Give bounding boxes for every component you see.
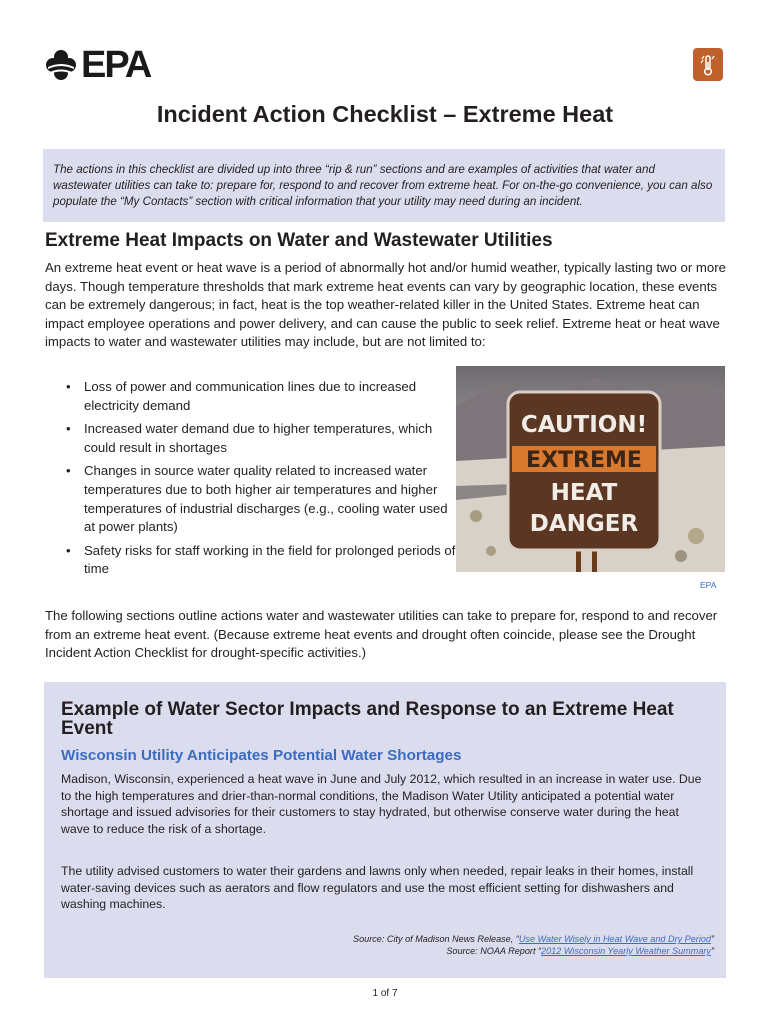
example-title: Example of Water Sector Impacts and Response to an Extreme Heat Event	[61, 699, 674, 739]
photo-credit: EPA	[700, 580, 717, 590]
source-link-2[interactable]: 2012 Wisconsin Yearly Weather Summary	[541, 946, 711, 956]
example-paragraph-1: Madison, Wisconsin, experienced a heat wave in June and July 2012, which resulted in an increase in water use. Due to the high temperatures and drier-than-normal conditions, the Madison Water Utility anticipated a potential water shortage and issued advisories for their customers to stay hydrated, but otherwise conserve water during the heat wave to reduce the risk of a shortage.	[61, 772, 702, 836]
source-citation-1: Source: City of Madison News Release, “Use Water Wisely in Heat Wave and Dry Period”	[353, 934, 714, 944]
caution-sign-photo	[456, 366, 725, 572]
bullet-icon: •	[66, 421, 71, 437]
page-title: Incident Action Checklist – Extreme Heat	[156, 101, 614, 127]
source-citation-2: Source: NOAA Report “2012 Wisconsin Yearly Weather Summary”	[446, 946, 714, 956]
source-link-1[interactable]: Use Water Wisely in Heat Wave and Dry Period	[518, 934, 711, 944]
intro-box: The actions in this checklist are divided up into three “rip & run” sections and are examples of activities that water and wastewater utilities can take to: prepare for, respond to and recover from extreme heat. For on-the-go convenience, you can also populate the “My Contacts” section with critical information that your utility may need during an incident.	[43, 149, 725, 222]
epa-flower-icon	[44, 48, 78, 82]
epa-logo	[44, 46, 150, 84]
following-paragraph: The following sections outline actions water and wastewater utilities can take to prepare for, respond to and recover from an extreme heat event. (Because extreme heat events and drought often coincide, please see the Drought Incident Action Checklist for drought-specific activities.)	[45, 608, 718, 661]
example-paragraph-2: The utility advised customers to water their gardens and lawns only when needed, repair leaks in their homes, install water-saving devices such as aerators and flow regulators and use the most efficient setting for dishwashers and washing machines.	[61, 864, 694, 912]
example-box	[44, 682, 726, 978]
sign-caution-text: CAUTION!	[520, 412, 648, 438]
list-item: • Changes in source water quality related to increased water temperatures due to both higher air temperatures and higher temperatures of industrial discharges (e.g., cooling water used at power plants)	[66, 463, 448, 535]
bullet-icon: •	[66, 542, 71, 558]
impacts-paragraph: An extreme heat event or heat wave is a period of abnormally hot and/or humid weather, typically lasting two or more days. Though temperature thresholds that mark extreme heat events can vary by geographic location, these events can be extremely dangerous; in fact, heat is the top weather-related killer in the United States. Extreme heat can impact employee operations and power delivery, and can cause the public to seek relief. Extreme heat or heat wave impacts to water and wastewater utilities may include, but are not limited to:	[45, 260, 726, 350]
bullet-icon: •	[66, 379, 71, 394]
sign-danger-text: DANGER	[529, 511, 639, 537]
thermometer-heat-icon	[693, 48, 723, 81]
sign-extreme-text: EXTREME	[526, 448, 642, 473]
list-item: • Increased water demand due to higher temperatures, which could result in shortages	[66, 421, 433, 455]
sign-heat-text: HEAT	[550, 480, 618, 506]
bullet-icon: •	[66, 463, 71, 479]
impacts-heading: Extreme Heat Impacts on Water and Wastewater Utilities	[45, 230, 553, 251]
list-item: • Safety risks for staff working in the field for prolonged periods of time	[66, 542, 456, 577]
example-subtitle: Wisconsin Utility Anticipates Potential Water Shortages	[61, 747, 462, 764]
impacts-bullet-list	[66, 378, 456, 584]
page-number: 1 of 7	[372, 988, 398, 999]
list-item: • Loss of power and communication lines due to increased electricity demand	[66, 379, 417, 413]
epa-wordmark: EPA	[81, 44, 151, 86]
